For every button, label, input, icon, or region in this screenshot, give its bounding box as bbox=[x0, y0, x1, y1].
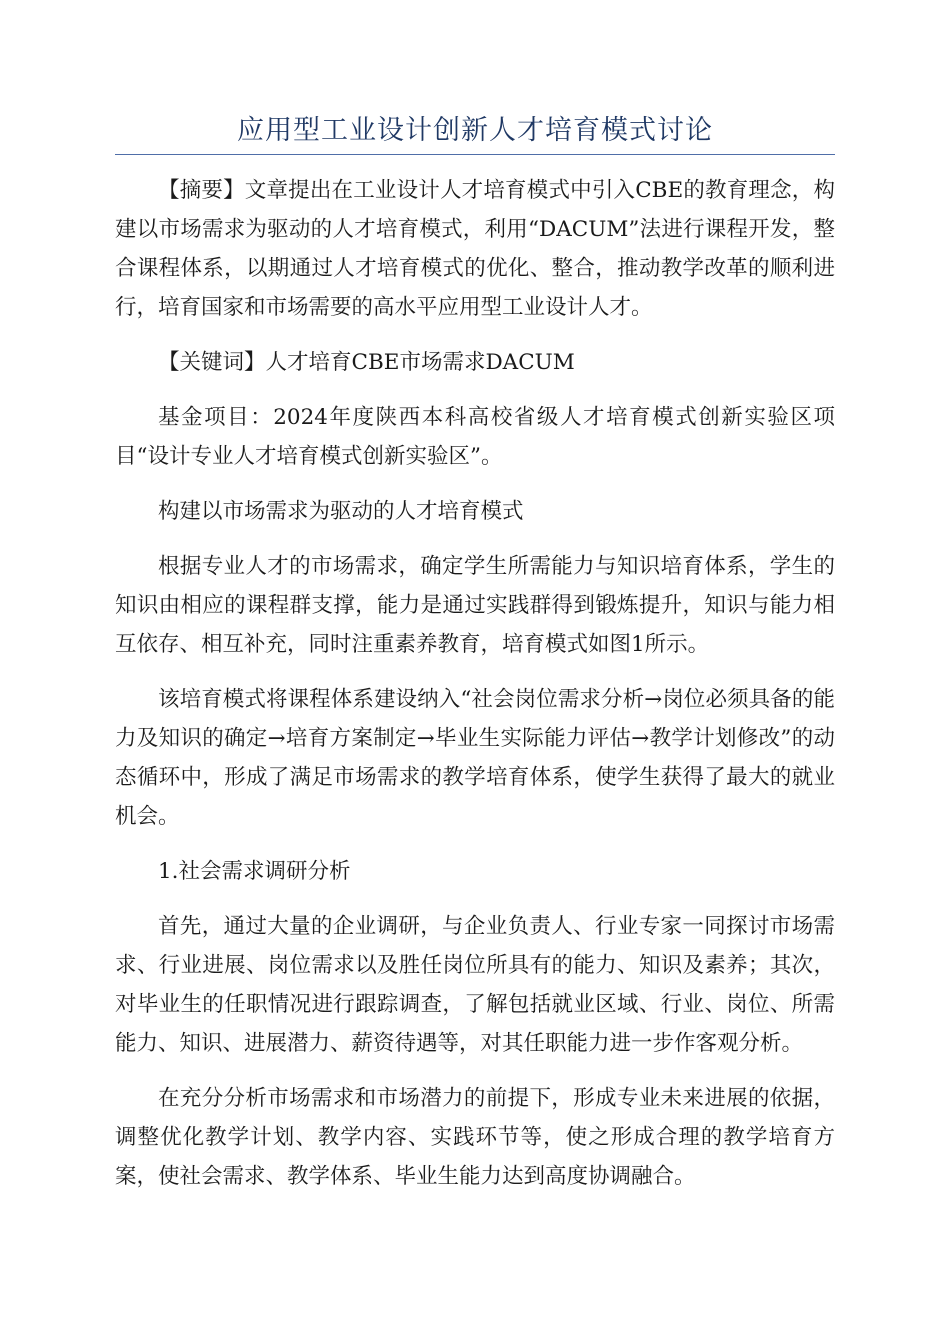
body-paragraph: 在充分分析市场需求和市场潜力的前提下，形成专业未来进展的依据，调整优化教学计划、教学内容、实践环节等，使之形成合理的教学培育方案，使社会需求、教学体系、毕业生能力达到高度协调融合。 bbox=[115, 1086, 835, 1189]
subsection-heading: 1.社会需求调研分析 bbox=[158, 859, 351, 884]
body-paragraph: 根据专业人才的市场需求，确定学生所需能力与知识培育体系，学生的知识由相应的课程群支撑，能力是通过实践群得到锻炼提升，知识与能力相互依存、相互补充，同时注重素养教育，培育模式如图1所示。 bbox=[115, 554, 835, 657]
funding-paragraph: 基金项目：2024年度陕西本科高校省级人才培育模式创新实验区项目“设计专业人才培育模式创新实验区”。 bbox=[115, 405, 835, 469]
abstract-paragraph: 【摘要】文章提出在工业设计人才培育模式中引入CBE的教育理念，构建以市场需求为驱动的人才培育模式，利用“DACUM”法进行课程开发，整合课程体系，以期通过人才培育模式的优化、整合，推动教学改革的顺利进行，培育国家和市场需要的高水平应用型工业设计人才。 bbox=[115, 178, 835, 320]
document-title: 应用型工业设计创新人才培育模式讨论 bbox=[237, 115, 713, 146]
keywords-paragraph: 【关键词】人才培育CBE市场需求DACUM bbox=[158, 350, 575, 375]
title-underline bbox=[115, 154, 835, 155]
document-body bbox=[115, 171, 835, 1212]
section-heading: 构建以市场需求为驱动的人才培育模式 bbox=[158, 499, 524, 524]
body-paragraph: 首先，通过大量的企业调研，与企业负责人、行业专家一同探讨市场需求、行业进展、岗位需求以及胜任岗位所具有的能力、知识及素养；其次，对毕业生的任职情况进行跟踪调查，了解包括就业区域、行业、岗位、所需能力、知识、进展潜力、薪资待遇等，对其任职能力进一步作客观分析。 bbox=[115, 914, 835, 1056]
body-paragraph: 该培育模式将课程体系建设纳入“社会岗位需求分析→岗位必须具备的能力及知识的确定→培育方案制定→毕业生实际能力评估→教学计划修改”的动态循环中，形成了满足市场需求的教学培育体系，使学生获得了最大的就业机会。 bbox=[115, 687, 835, 829]
